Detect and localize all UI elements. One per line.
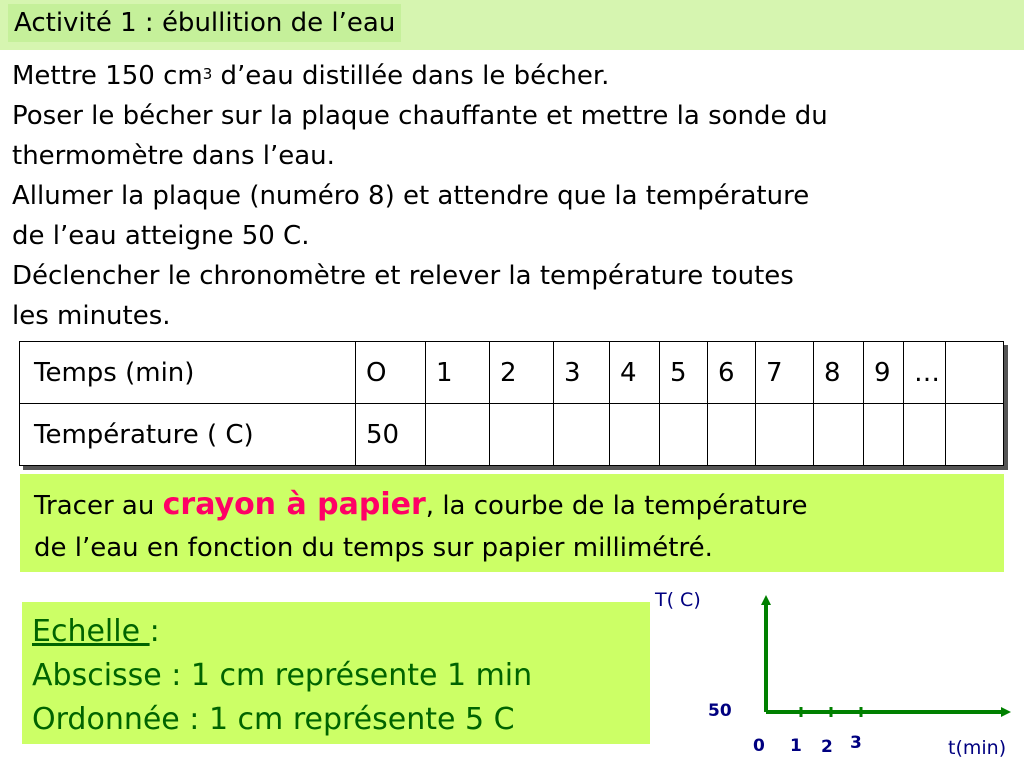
- x-tick-label: 1: [790, 736, 802, 756]
- table-cell: 1: [426, 342, 490, 404]
- x-axis-label: t(min): [948, 737, 1007, 759]
- table-cell: 5: [660, 342, 708, 404]
- table-cell: 2: [490, 342, 554, 404]
- instruction-line-7: les minutes.: [12, 301, 171, 331]
- scale-abscisse: Abscisse : 1 cm représente 1 min: [32, 658, 533, 693]
- tracer-text-rest: , la courbe de la température: [425, 491, 808, 521]
- time-row-label: Temps (min): [20, 342, 356, 404]
- y-tick-label: 50: [708, 701, 732, 721]
- instruction-line-3: thermomètre dans l’eau.: [12, 141, 335, 171]
- table-cell: 4: [610, 342, 660, 404]
- table-cell: 9: [864, 342, 904, 404]
- highlight-text: crayon à papier: [162, 487, 426, 522]
- instruction-line-4: Allumer la plaque (numéro 8) et attendre que la température: [12, 181, 810, 211]
- page-title: Activité 1 : ébullition de l’eau: [8, 4, 401, 42]
- instruction-line-5: de l’eau atteigne 50 C.: [12, 221, 310, 251]
- table-cell: …: [904, 342, 946, 404]
- scale-heading: Echelle: [32, 614, 150, 649]
- scale-colon: :: [149, 614, 160, 649]
- temperature-row-label: Température ( C): [20, 404, 356, 466]
- x-tick-label: 3: [850, 733, 862, 753]
- table-cell: 8: [814, 342, 864, 404]
- scale-ordonnee: Ordonnée : 1 cm représente 5 C: [32, 702, 515, 737]
- table-cell: 3: [554, 342, 610, 404]
- instruction-line-2: Poser le bécher sur la plaque chauffante et mettre la sonde du: [12, 101, 828, 131]
- instruction-line-6: Déclencher le chronomètre et relever la température toutes: [12, 261, 794, 291]
- x-tick-label: 2: [821, 737, 833, 757]
- table-cell: O: [356, 342, 426, 404]
- table-cell: 6: [708, 342, 756, 404]
- table-cell: 7: [756, 342, 814, 404]
- superscript-3: 3: [202, 65, 213, 83]
- tracer-line-2: de l’eau en fonction du temps sur papier millimétré.: [34, 533, 713, 563]
- instruction-line-1-rest: d’eau distillée dans le bécher.: [212, 61, 610, 91]
- table-cell: 50: [356, 404, 426, 466]
- x-tick-label: 0: [753, 736, 765, 756]
- y-axis-label: T( C): [655, 589, 701, 611]
- tracer-text: Tracer au: [34, 491, 163, 521]
- instruction-line-1-text: Mettre 150 cm: [12, 61, 203, 91]
